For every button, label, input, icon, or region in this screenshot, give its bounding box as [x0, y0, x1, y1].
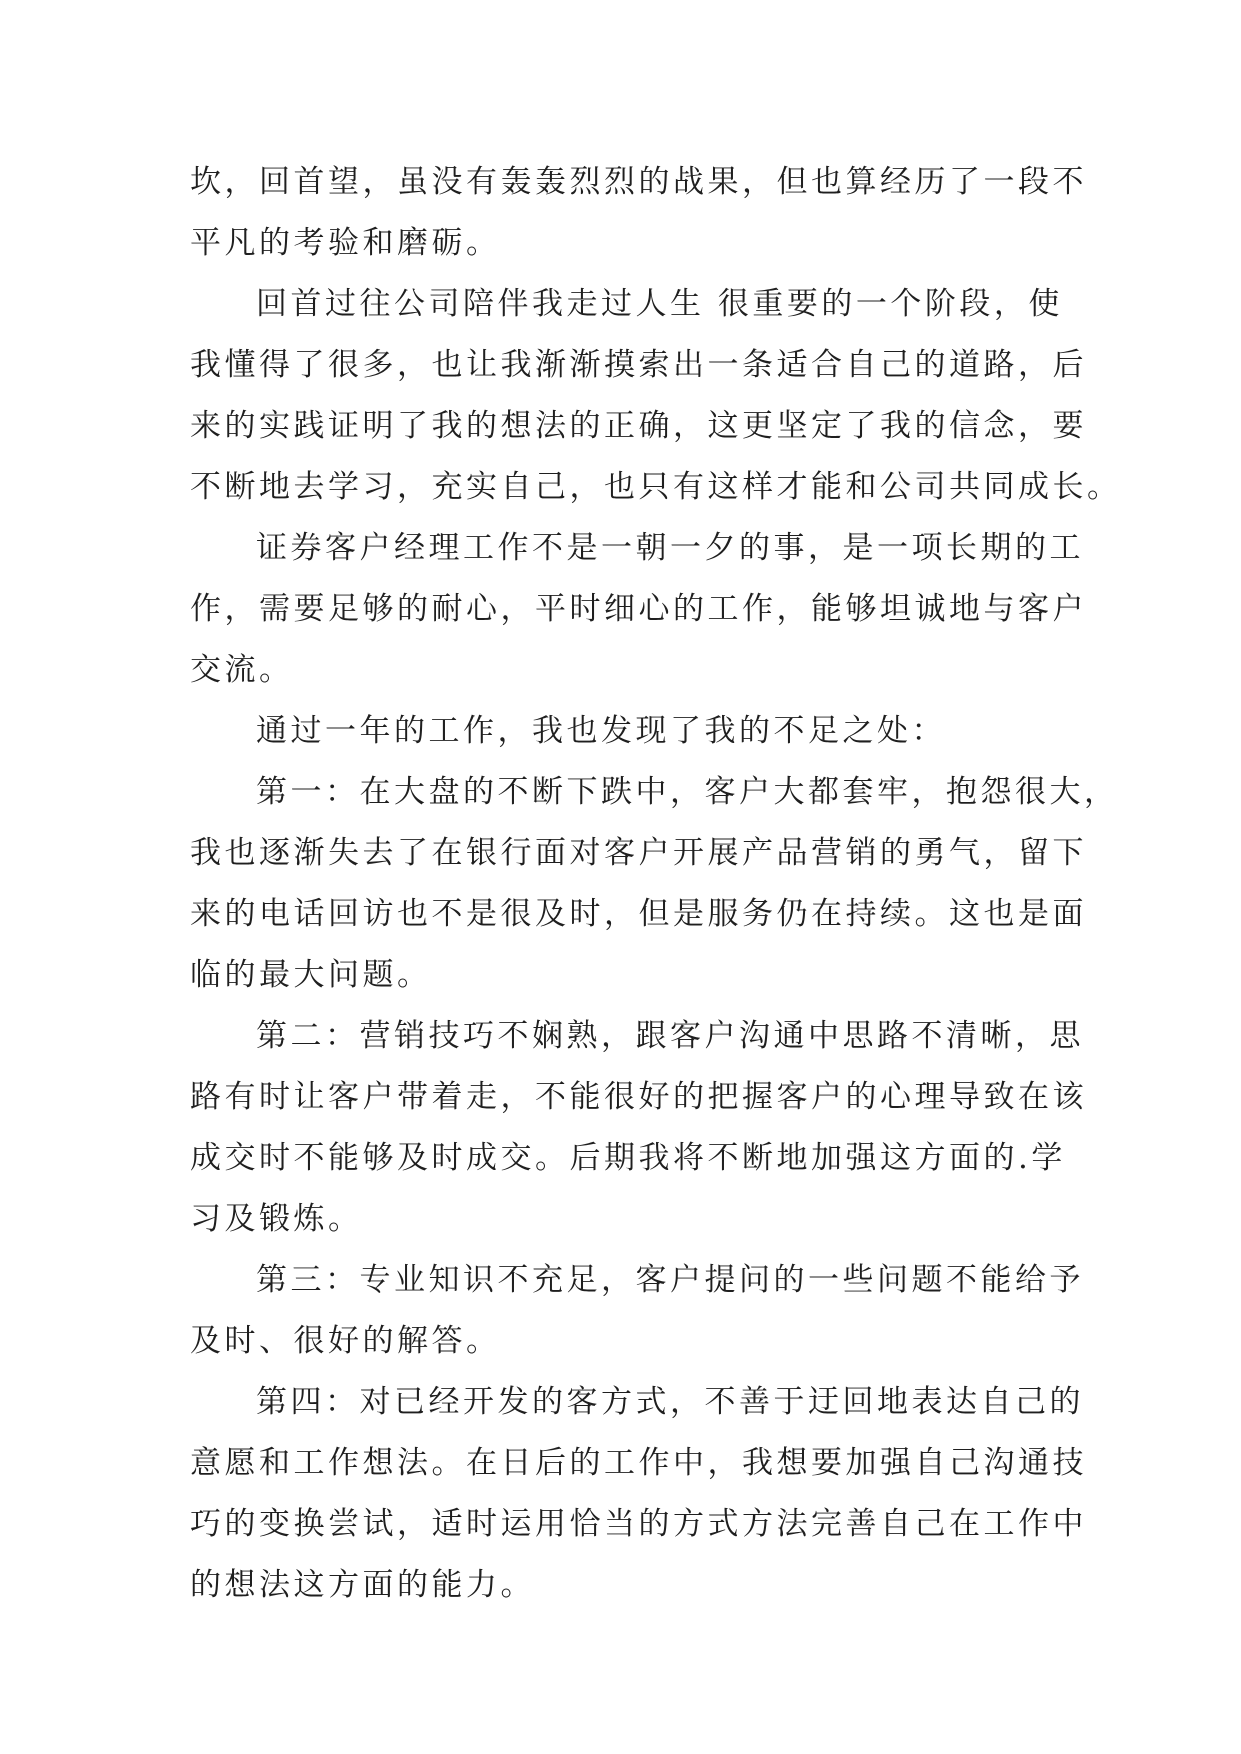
text-line: 通过一年的工作，我也发现了我的不足之处： [256, 713, 946, 749]
text-line: 平凡的考验和磨砺。 [190, 225, 501, 261]
text-line: 来的实践证明了我的想法的正确，这更坚定了我的信念，要 [190, 408, 1087, 444]
text-line: 证券客户经理工作不是一朝一夕的事，是一项长期的工 [256, 530, 1084, 566]
text-line: 我也逐渐失去了在银行面对客户开展产品营销的勇气，留下 [190, 835, 1087, 871]
document-body [190, 152, 1122, 1616]
text-line: 第二：营销技巧不娴熟，跟客户沟通中思路不清晰，思 [256, 1018, 1084, 1054]
text-line: 来的电话回访也不是很及时，但是服务仍在持续。这也是面 [190, 896, 1087, 932]
text-line: 交流。 [190, 652, 294, 688]
text-line: 成交时不能够及时成交。后期我将不断地加强这方面的.学 [190, 1140, 1066, 1176]
text-line: 习及锻炼。 [190, 1201, 363, 1237]
paragraph [190, 701, 1052, 762]
text-line: 临的最大问题。 [190, 957, 432, 993]
text-line: 巧的变换尝试，适时运用恰当的方式方法完善自己在工作中 [190, 1506, 1087, 1542]
paragraph [190, 1250, 1084, 1372]
paragraph [190, 152, 1087, 274]
text-line: 我懂得了很多，也让我渐渐摸索出一条适合自己的道路，后 [190, 347, 1087, 383]
text-line: 坎，回首望，虽没有轰轰烈烈的战果，但也算经历了一段不 [190, 164, 1087, 200]
text-line: 意愿和工作想法。在日后的工作中，我想要加强自己沟通技 [190, 1445, 1087, 1481]
text-line: 第四：对已经开发的客方式，不善于迂回地表达自己的 [256, 1384, 1084, 1420]
paragraph [190, 1006, 1087, 1250]
text-line: 作，需要足够的耐心，平时细心的工作，能够坦诚地与客户 [190, 591, 1087, 627]
text-line: 第三：专业知识不充足，客户提问的一些问题不能给予 [256, 1262, 1084, 1298]
paragraph [190, 518, 1087, 701]
text-line: 及时、很好的解答。 [190, 1323, 501, 1359]
text-line: 第一：在大盘的不断下跌中，客户大都套牢，抱怨很大， [256, 774, 1119, 810]
text-line: 不断地去学习，充实自己，也只有这样才能和公司共同成长。 [190, 469, 1122, 505]
text-line: 的想法这方面的能力。 [190, 1567, 535, 1603]
paragraph [190, 1372, 1087, 1616]
paragraph [190, 274, 1122, 518]
text-line: 回首过往公司陪伴我走过人生 很重要的一个阶段，使 [256, 286, 1063, 322]
paragraph [190, 762, 1119, 1006]
text-line: 路有时让客户带着走，不能很好的把握客户的心理导致在该 [190, 1079, 1087, 1115]
